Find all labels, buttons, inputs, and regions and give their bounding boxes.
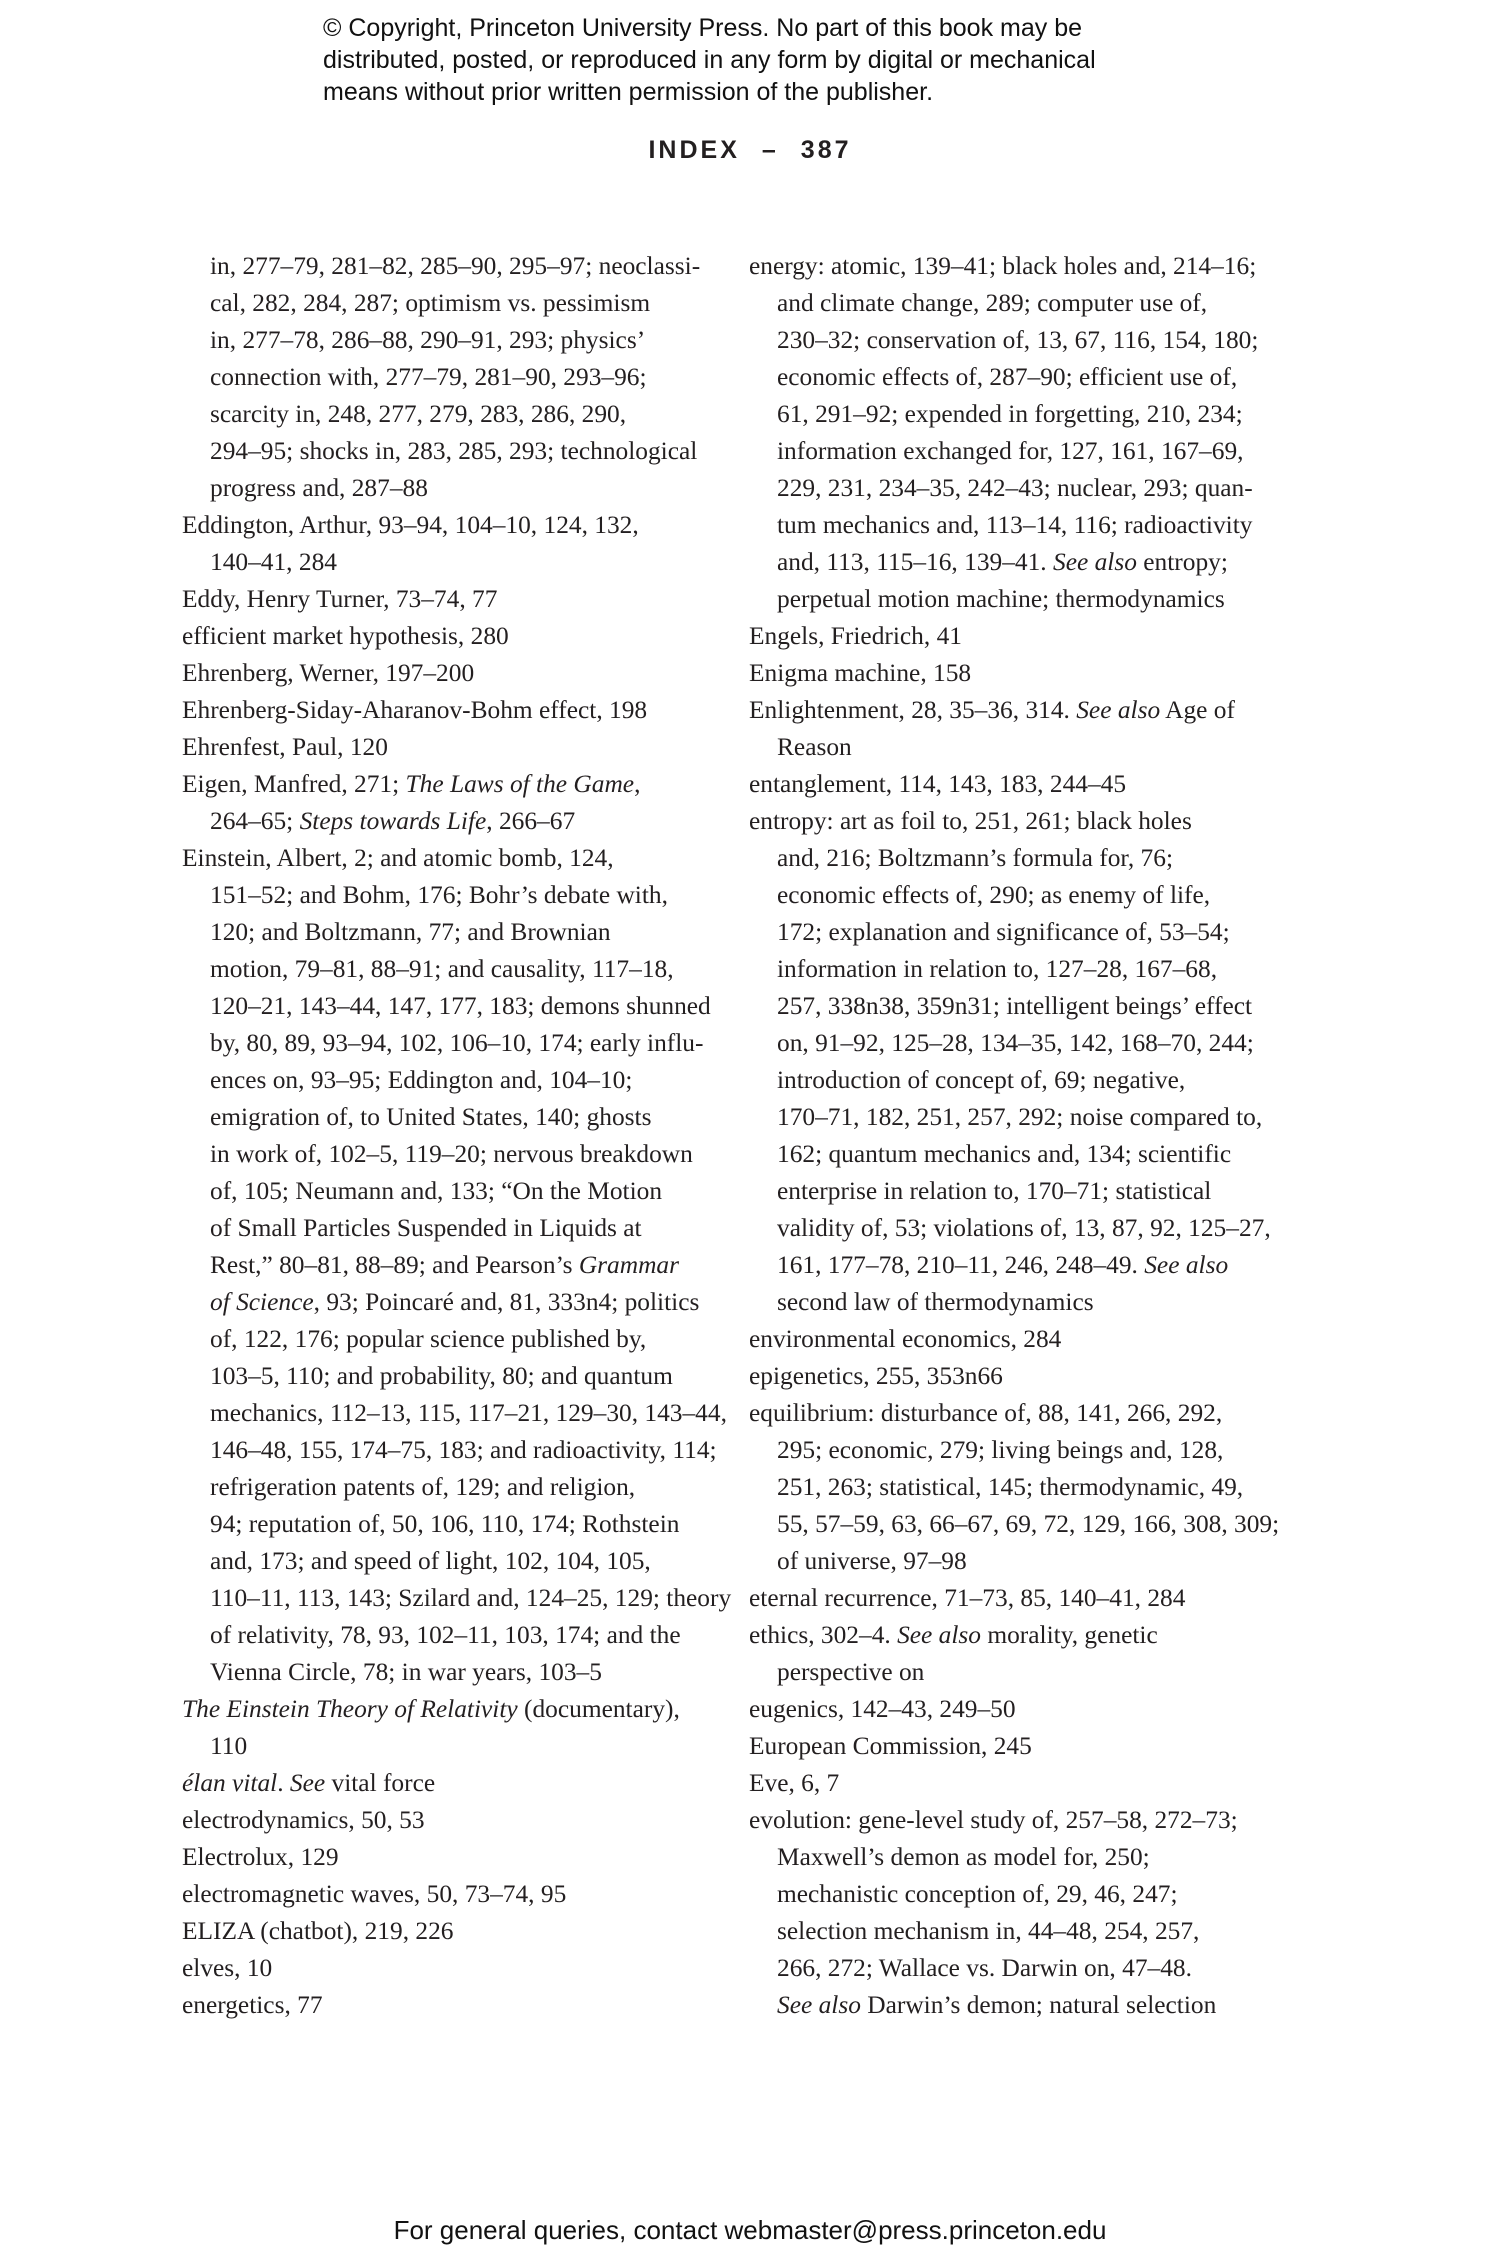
- entry-text: tum mechanics and, 113–14, 116; radioactivity: [777, 511, 1253, 539]
- entry-text: introduction of concept of, 69; negative,: [777, 1066, 1186, 1094]
- section-title: INDEX: [648, 136, 740, 164]
- entry-text: of relativity, 78, 93, 102–11, 103, 174; and the: [210, 1621, 681, 1649]
- index-entry-line: [749, 1321, 1289, 1358]
- italic-text: See also: [1144, 1251, 1229, 1279]
- index-entry-line: [182, 1913, 722, 1950]
- index-column-left: [182, 248, 732, 2024]
- entry-text: 264–65;: [210, 807, 300, 835]
- index-entry-line: [182, 840, 722, 877]
- entry-text: electromagnetic waves, 50, 73–74, 95: [182, 1880, 567, 1908]
- index-subentry-line: [182, 1321, 722, 1358]
- entry-text: ELIZA (chatbot), 219, 226: [182, 1917, 454, 1945]
- copyright-line: means without prior written permission of the publisher.: [323, 78, 934, 106]
- entry-text: evolution: gene-level study of, 257–58, 272–73;: [749, 1806, 1238, 1834]
- index-subentry-line: [182, 1284, 722, 1321]
- index-entry-line: [749, 1617, 1289, 1654]
- index-subentry-line: [749, 1987, 1289, 2024]
- entry-text: 170–71, 182, 251, 257, 292; noise compared to,: [777, 1103, 1263, 1131]
- index-entry-line: [182, 655, 722, 692]
- index-subentry-line: [749, 1136, 1289, 1173]
- index-subentry-line: [749, 581, 1289, 618]
- entry-text: Electrolux, 129: [182, 1843, 339, 1871]
- copyright-line: © Copyright, Princeton University Press. No part of this book may be: [323, 14, 1083, 42]
- index-subentry-line: [182, 1506, 722, 1543]
- entry-text: enterprise in relation to, 170–71; statistical: [777, 1177, 1212, 1205]
- entry-text: epigenetics, 255, 353n66: [749, 1362, 1003, 1390]
- entry-text: ences on, 93–95; Eddington and, 104–10;: [210, 1066, 633, 1094]
- entry-text: in, 277–78, 286–88, 290–91, 293; physics’: [210, 326, 646, 354]
- entry-text: morality, genetic: [981, 1621, 1158, 1649]
- index-subentry-line: [749, 988, 1289, 1025]
- entry-text: Age of: [1160, 696, 1235, 724]
- index-subentry-line: [749, 322, 1289, 359]
- entry-text: of Small Particles Suspended in Liquids at: [210, 1214, 642, 1242]
- entry-text: (documentary),: [517, 1695, 680, 1723]
- entry-text: Maxwell’s demon as model for, 250;: [777, 1843, 1150, 1871]
- index-subentry-line: [182, 1654, 722, 1691]
- index-subentry-line: [749, 914, 1289, 951]
- entry-text: progress and, 287–88: [210, 474, 428, 502]
- index-subentry-line: [749, 951, 1289, 988]
- index-subentry-line: [182, 951, 722, 988]
- index-subentry-line: [182, 1728, 722, 1765]
- index-subentry-line: [749, 1543, 1289, 1580]
- index-entry-line: [749, 655, 1289, 692]
- copyright-line: distributed, posted, or reproduced in any form by digital or mechanical: [323, 46, 1096, 74]
- entry-text: perspective on: [777, 1658, 925, 1686]
- entry-text: 110–11, 113, 143; Szilard and, 124–25, 129; theory: [210, 1584, 732, 1612]
- entry-text: Rest,” 80–81, 88–89; and Pearson’s: [210, 1251, 579, 1279]
- entry-text: of, 105; Neumann and, 133; “On the Motion: [210, 1177, 663, 1205]
- entry-text: ,: [634, 770, 641, 798]
- index-subentry-line: [182, 1580, 732, 1617]
- entry-text: Engels, Friedrich, 41: [749, 622, 962, 650]
- entry-text: of universe, 97–98: [777, 1547, 967, 1575]
- index-subentry-line: [182, 285, 722, 322]
- entry-text: refrigeration patents of, 129; and religion,: [210, 1473, 636, 1501]
- entry-text: of, 122, 176; popular science published by,: [210, 1325, 647, 1353]
- entry-text: Darwin’s demon; natural selection: [860, 1991, 1217, 2019]
- entry-text: cal, 282, 284, 287; optimism vs. pessimism: [210, 289, 651, 317]
- entry-text: and, 113, 115–16, 139–41.: [777, 548, 1053, 576]
- italic-text: See also: [1053, 548, 1137, 576]
- index-subentry-line: [749, 1173, 1289, 1210]
- entry-text: perpetual motion machine; thermodynamics: [777, 585, 1225, 613]
- entry-text: 230–32; conservation of, 13, 67, 116, 154, 180;: [777, 326, 1259, 354]
- index-entry-line: [749, 1802, 1289, 1839]
- entry-text: economic effects of, 290; as enemy of life,: [777, 881, 1211, 909]
- index-subentry-line: [182, 1617, 722, 1654]
- entry-text: 146–48, 155, 174–75, 183; and radioactivity, 114;: [210, 1436, 717, 1464]
- entry-text: 251, 263; statistical, 145; thermodynamic, 49,: [777, 1473, 1244, 1501]
- running-head: [0, 136, 1500, 165]
- entry-text: Eve, 6, 7: [749, 1769, 840, 1797]
- italic-text: of Science: [210, 1288, 314, 1316]
- index-subentry-line: [749, 1432, 1289, 1469]
- entry-text: in work of, 102–5, 119–20; nervous breakdown: [210, 1140, 693, 1168]
- entry-text: 257, 338n38, 359n31; intelligent beings’ effect: [777, 992, 1253, 1020]
- index-subentry-line: [749, 1839, 1289, 1876]
- italic-text: See also: [777, 1991, 861, 2019]
- index-subentry-line: [749, 285, 1289, 322]
- index-entry-line: [182, 1876, 722, 1913]
- entry-text: Einstein, Albert, 2; and atomic bomb, 124,: [182, 844, 614, 872]
- index-entry-line: [182, 1950, 722, 1987]
- entry-text: 162; quantum mechanics and, 134; scientific: [777, 1140, 1232, 1168]
- index-subentry-line: [749, 1913, 1289, 1950]
- entry-text: electrodynamics, 50, 53: [182, 1806, 425, 1834]
- entry-text: Enigma machine, 158: [749, 659, 972, 687]
- entry-text: and, 173; and speed of light, 102, 104, 105,: [210, 1547, 651, 1575]
- index-entry-line: [749, 1728, 1289, 1765]
- entry-text: 151–52; and Bohm, 176; Bohr’s debate with,: [210, 881, 668, 909]
- entry-text: , 93; Poincaré and, 81, 333n4; politics: [313, 1288, 700, 1316]
- entry-text: economic effects of, 287–90; efficient use of,: [777, 363, 1238, 391]
- index-subentry-line: [182, 1062, 722, 1099]
- entry-text: 61, 291–92; expended in forgetting, 210, 234;: [777, 400, 1243, 428]
- page-number: 387: [800, 136, 852, 164]
- entry-text: 229, 231, 234–35, 242–43; nuclear, 293; quan-: [777, 474, 1253, 502]
- entry-text: environmental economics, 284: [749, 1325, 1062, 1353]
- entry-text: 266, 272; Wallace vs. Darwin on, 47–48.: [777, 1954, 1192, 1982]
- index-entry-line: [182, 729, 722, 766]
- index-entry-line: [182, 1691, 722, 1728]
- index-subentry-line: [749, 359, 1289, 396]
- index-subentry-line: [749, 433, 1289, 470]
- index-entry-line: [749, 618, 1289, 655]
- index-subentry-line: [182, 1469, 722, 1506]
- index-subentry-line: [749, 1469, 1289, 1506]
- entry-text: emigration of, to United States, 140; ghosts: [210, 1103, 652, 1131]
- index-subentry-line: [182, 248, 722, 285]
- index-entry-line: [182, 1802, 722, 1839]
- entry-text: Eddington, Arthur, 93–94, 104–10, 124, 132,: [182, 511, 639, 539]
- index-subentry-line: [749, 1247, 1289, 1284]
- entry-text: entropy: art as foil to, 251, 261; black holes: [749, 807, 1192, 835]
- header-separator: –: [761, 136, 779, 164]
- entry-text: on, 91–92, 125–28, 134–35, 142, 168–70, 244;: [777, 1029, 1254, 1057]
- entry-text: by, 80, 89, 93–94, 102, 106–10, 174; early influ-: [210, 1029, 704, 1057]
- entry-text: and, 216; Boltzmann’s formula for, 76;: [777, 844, 1173, 872]
- entry-text: ethics, 302–4.: [749, 1621, 898, 1649]
- index-entry-line: [749, 692, 1289, 729]
- index-subentry-line: [182, 396, 722, 433]
- entry-text: motion, 79–81, 88–91; and causality, 117–18,: [210, 955, 674, 983]
- index-subentry-line: [182, 1099, 722, 1136]
- index-subentry-line: [182, 433, 722, 470]
- index-subentry-line: [749, 1654, 1289, 1691]
- index-subentry-line: [182, 1210, 722, 1247]
- entry-text: 161, 177–78, 210–11, 246, 248–49.: [777, 1251, 1145, 1279]
- entry-text: second law of thermodynamics: [777, 1288, 1094, 1316]
- entry-text: 140–41, 284: [210, 548, 337, 576]
- index-subentry-line: [182, 1247, 722, 1284]
- entry-text: validity of, 53; violations of, 13, 87, 92, 125–27,: [777, 1214, 1271, 1242]
- index-entry-line: [182, 1839, 722, 1876]
- italic-text: Grammar: [578, 1251, 680, 1279]
- index-entry-line: [749, 1580, 1289, 1617]
- entry-text: Enlightenment, 28, 35–36, 314.: [749, 696, 1077, 724]
- entry-text: .: [277, 1769, 290, 1797]
- entry-text: eugenics, 142–43, 249–50: [749, 1695, 1016, 1723]
- entry-text: 294–95; shocks in, 283, 285, 293; technological: [210, 437, 698, 465]
- italic-text: See also: [897, 1621, 982, 1649]
- index-entry-line: [749, 248, 1289, 285]
- entry-text: scarcity in, 248, 277, 279, 283, 286, 290,: [210, 400, 627, 428]
- italic-text: élan vital: [182, 1769, 278, 1797]
- entry-text: 120–21, 143–44, 147, 177, 183; demons shunned: [210, 992, 711, 1020]
- entry-text: Reason: [777, 733, 852, 761]
- index-subentry-line: [182, 1173, 722, 1210]
- index-subentry-line: [749, 507, 1289, 544]
- index-entry-line: [749, 1358, 1289, 1395]
- index-subentry-line: [182, 1432, 722, 1469]
- index-subentry-line: [182, 470, 722, 507]
- index-entry-line: [182, 1765, 722, 1802]
- entry-text: and climate change, 289; computer use of,: [777, 289, 1208, 317]
- entry-text: information in relation to, 127–28, 167–68,: [777, 955, 1218, 983]
- index-entry-line: [749, 766, 1289, 803]
- entry-text: in, 277–79, 281–82, 285–90, 295–97; neoclassi-: [210, 252, 701, 280]
- index-subentry-line: [749, 1950, 1289, 1987]
- index-subentry-line: [749, 840, 1289, 877]
- italic-text: Steps towards Life: [299, 807, 487, 835]
- index-subentry-line: [749, 877, 1289, 914]
- index-subentry-line: [749, 1099, 1289, 1136]
- index-subentry-line: [749, 1284, 1289, 1321]
- index-entry-line: [749, 803, 1289, 840]
- italic-text: See also: [1076, 696, 1161, 724]
- entry-text: 295; economic, 279; living beings and, 128,: [777, 1436, 1224, 1464]
- index-subentry-line: [182, 1358, 722, 1395]
- index-entry-line: [749, 1395, 1289, 1432]
- copyright-notice: [323, 12, 1223, 108]
- entry-text: selection mechanism in, 44–48, 254, 257,: [777, 1917, 1200, 1945]
- footer-contact: For general queries, contact webmaster@press.princeton.edu: [393, 2215, 1107, 2245]
- index-subentry-line: [182, 1136, 722, 1173]
- index-subentry-line: [182, 1395, 727, 1432]
- entry-text: European Commission, 245: [749, 1732, 1032, 1760]
- index-entry-line: [182, 692, 722, 729]
- index-subentry-line: [182, 322, 722, 359]
- index-subentry-line: [182, 803, 722, 840]
- index-column-right: [749, 248, 1289, 2024]
- entry-text: 110: [210, 1732, 248, 1760]
- italic-text: The Einstein Theory of Relativity: [182, 1695, 518, 1723]
- entry-text: 172; explanation and significance of, 53–54;: [777, 918, 1230, 946]
- index-entry-line: [182, 1987, 722, 2024]
- entry-text: Vienna Circle, 78; in war years, 103–5: [210, 1658, 602, 1686]
- index-entry-line: [182, 507, 722, 544]
- entry-text: efficient market hypothesis, 280: [182, 622, 509, 650]
- entry-text: Eigen, Manfred, 271;: [182, 770, 406, 798]
- index-subentry-line: [749, 1506, 1289, 1543]
- index-subentry-line: [182, 914, 722, 951]
- italic-text: The Laws of the Game: [405, 770, 635, 798]
- index-subentry-line: [749, 396, 1289, 433]
- index-entry-line: [749, 1765, 1289, 1802]
- index-subentry-line: [749, 729, 1289, 766]
- index-subentry-line: [749, 1210, 1289, 1247]
- entry-text: Eddy, Henry Turner, 73–74, 77: [182, 585, 498, 613]
- entry-text: entanglement, 114, 143, 183, 244–45: [749, 770, 1127, 798]
- entry-text: eternal recurrence, 71–73, 85, 140–41, 284: [749, 1584, 1186, 1612]
- entry-text: information exchanged for, 127, 161, 167–69,: [777, 437, 1244, 465]
- entry-text: energetics, 77: [182, 1991, 323, 2019]
- index-subentry-line: [182, 544, 722, 581]
- entry-text: , 266–67: [486, 807, 576, 835]
- index-subentry-line: [749, 470, 1289, 507]
- index-entry-line: [182, 618, 722, 655]
- entry-text: mechanics, 112–13, 115, 117–21, 129–30, 143–44,: [210, 1399, 727, 1427]
- index-entry-line: [749, 1691, 1289, 1728]
- entry-text: Ehrenfest, Paul, 120: [182, 733, 388, 761]
- entry-text: equilibrium: disturbance of, 88, 141, 266, 292,: [749, 1399, 1223, 1427]
- index-subentry-line: [749, 1876, 1289, 1913]
- index-subentry-line: [749, 1062, 1289, 1099]
- index-entry-line: [182, 766, 722, 803]
- entry-text: Ehrenberg-Siday-Aharanov-Bohm effect, 198: [182, 696, 648, 724]
- entry-text: 94; reputation of, 50, 106, 110, 174; Rothstein: [210, 1510, 680, 1538]
- entry-text: 55, 57–59, 63, 66–67, 69, 72, 129, 166, 308, 309;: [777, 1510, 1280, 1538]
- entry-text: mechanistic conception of, 29, 46, 247;: [777, 1880, 1178, 1908]
- index-subentry-line: [182, 359, 722, 396]
- index-subentry-line: [749, 544, 1289, 581]
- entry-text: vital force: [325, 1769, 436, 1797]
- entry-text: entropy;: [1136, 548, 1228, 576]
- index-subentry-line: [182, 1025, 722, 1062]
- entry-text: 103–5, 110; and probability, 80; and quantum: [210, 1362, 673, 1390]
- index-subentry-line: [749, 1025, 1289, 1062]
- entry-text: connection with, 277–79, 281–90, 293–96;: [210, 363, 647, 391]
- entry-text: 120; and Boltzmann, 77; and Brownian: [210, 918, 611, 946]
- index-subentry-line: [182, 877, 722, 914]
- entry-text: Ehrenberg, Werner, 197–200: [182, 659, 475, 687]
- index-subentry-line: [182, 1543, 722, 1580]
- entry-text: energy: atomic, 139–41; black holes and, 214–16;: [749, 252, 1257, 280]
- index-entry-line: [182, 581, 722, 618]
- index-subentry-line: [182, 988, 722, 1025]
- entry-text: elves, 10: [182, 1954, 273, 1982]
- italic-text: See: [289, 1769, 326, 1797]
